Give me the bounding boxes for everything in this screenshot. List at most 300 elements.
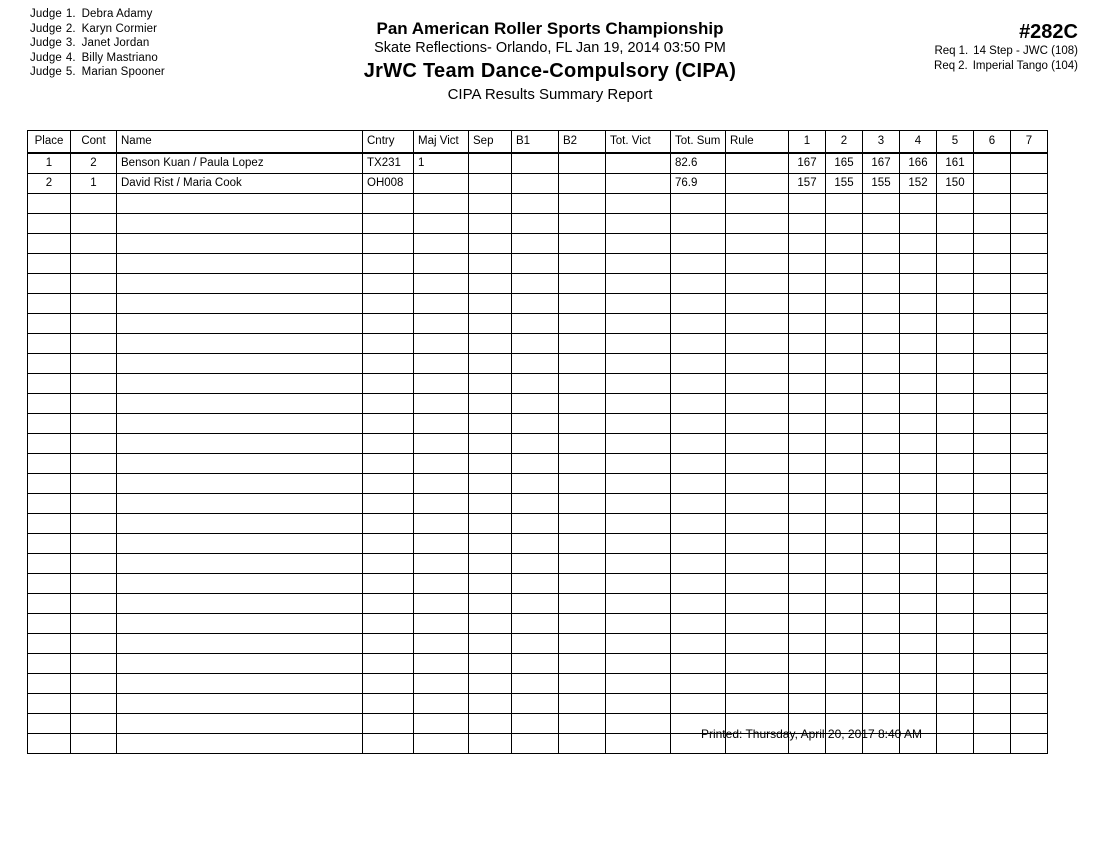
table-row-empty[interactable] (28, 334, 1048, 354)
cell-tots: 82.6 (671, 153, 726, 174)
cell-j2-empty (826, 634, 863, 654)
cell-b1-empty (512, 694, 559, 714)
cell-name-empty (117, 234, 363, 254)
cell-sep-empty (469, 494, 512, 514)
cell-j1-empty (789, 654, 826, 674)
event-meta-panel (934, 20, 1078, 73)
cell-j5: 161 (937, 153, 974, 174)
cell-b1 (512, 174, 559, 194)
column-header-cont: Cont (71, 131, 117, 154)
cell-totv-empty (606, 474, 671, 494)
requirement-number: 1. (958, 45, 969, 57)
cell-j2-empty (826, 574, 863, 594)
cell-j7-empty (1011, 274, 1048, 294)
cell-j4-empty (900, 234, 937, 254)
venue-datetime: Skate Reflections- Orlando, FL Jan 19, 2014 03:50 PM (374, 40, 726, 56)
cell-tots-empty (671, 394, 726, 414)
cell-j2-empty (826, 534, 863, 554)
column-header-sep: Sep (469, 131, 512, 154)
table-row-empty[interactable] (28, 394, 1048, 414)
cell-rule-empty (726, 234, 789, 254)
cell-tots-empty (671, 334, 726, 354)
cell-place-empty (28, 334, 71, 354)
cell-maj-empty (414, 334, 469, 354)
cell-b2-empty (559, 674, 606, 694)
cell-name-empty (117, 294, 363, 314)
table-row[interactable] (28, 174, 1048, 194)
table-row-empty[interactable] (28, 594, 1048, 614)
table-row-empty[interactable] (28, 454, 1048, 474)
cell-j1-empty (789, 374, 826, 394)
cell-cont-empty (71, 294, 117, 314)
cell-place-empty (28, 454, 71, 474)
judge-label: Judge (30, 22, 62, 35)
cell-j3-empty (863, 474, 900, 494)
cell-j7-empty (1011, 234, 1048, 254)
cell-b2-empty (559, 494, 606, 514)
table-row-empty[interactable] (28, 694, 1048, 714)
cell-j5-empty (937, 434, 974, 454)
cell-j3-empty (863, 314, 900, 334)
cell-totv (606, 153, 671, 174)
cell-j2-empty (826, 674, 863, 694)
table-row-empty[interactable] (28, 554, 1048, 574)
cell-j5-empty (937, 554, 974, 574)
cell-place-empty (28, 674, 71, 694)
cell-name-empty (117, 194, 363, 214)
cell-j3-empty (863, 414, 900, 434)
cell-maj (414, 174, 469, 194)
cell-j7-empty (1011, 694, 1048, 714)
cell-j4-empty (900, 314, 937, 334)
cell-cntry-empty (363, 394, 414, 414)
cell-j7-empty (1011, 354, 1048, 374)
cell-j5-empty (937, 254, 974, 274)
cell-cont-empty (71, 434, 117, 454)
cell-b1-empty (512, 554, 559, 574)
cell-cntry: TX231 (363, 153, 414, 174)
cell-rule-empty (726, 614, 789, 634)
cell-j2-empty (826, 594, 863, 614)
column-header-j5: 5 (937, 131, 974, 154)
cell-j2-empty (826, 194, 863, 214)
cell-j7-empty (1011, 534, 1048, 554)
cell-j5: 150 (937, 174, 974, 194)
event-title: JrWC Team Dance-Compulsory (CIPA) (363, 60, 737, 82)
table-row-empty[interactable] (28, 534, 1048, 554)
cell-place-empty (28, 254, 71, 274)
cell-rule-empty (726, 294, 789, 314)
cell-j1-empty (789, 354, 826, 374)
cell-j3-empty (863, 274, 900, 294)
cell-j5-empty (937, 494, 974, 514)
cell-tots-empty (671, 694, 726, 714)
cell-name-empty (117, 254, 363, 274)
cell-sep-empty (469, 654, 512, 674)
cell-j7-empty (1011, 654, 1048, 674)
cell-maj-empty (414, 554, 469, 574)
table-row-empty[interactable] (28, 294, 1048, 314)
cell-b2-empty (559, 354, 606, 374)
cell-j1: 157 (789, 174, 826, 194)
cell-j3-empty (863, 514, 900, 534)
cell-b2 (559, 174, 606, 194)
table-row-empty[interactable] (28, 314, 1048, 334)
cell-cntry-empty (363, 314, 414, 334)
cell-j2-empty (826, 294, 863, 314)
cell-j7-empty (1011, 414, 1048, 434)
cell-j6-empty (974, 454, 1011, 474)
cell-tots-empty (671, 634, 726, 654)
cell-b2-empty (559, 554, 606, 574)
cell-cntry-empty (363, 274, 414, 294)
table-row[interactable] (28, 153, 1048, 174)
cell-tots-empty (671, 574, 726, 594)
cell-j4-empty (900, 574, 937, 594)
cell-j7-empty (1011, 334, 1048, 354)
cell-j2-empty (826, 614, 863, 634)
cell-j4-empty (900, 214, 937, 234)
event-number: #282C (1019, 21, 1078, 43)
cell-j5-empty (937, 374, 974, 394)
cell-totv-empty (606, 414, 671, 434)
cell-sep-empty (469, 194, 512, 214)
cell-j1-empty (789, 234, 826, 254)
cell-j1-empty (789, 414, 826, 434)
cell-sep-empty (469, 274, 512, 294)
cell-place-empty (28, 374, 71, 394)
cell-j1-empty (789, 634, 826, 654)
cell-b2-empty (559, 414, 606, 434)
cell-totv-empty (606, 634, 671, 654)
judge-number: 4. (65, 51, 76, 64)
cell-j2-empty (826, 334, 863, 354)
requirement-text: 14 Step - JWC (108) (973, 45, 1078, 57)
cell-b1-empty (512, 674, 559, 694)
cell-maj-empty (414, 274, 469, 294)
judge-name: Marian Spooner (81, 66, 165, 79)
cell-tots-empty (671, 254, 726, 274)
cell-j2: 165 (826, 153, 863, 174)
cell-tots-empty (671, 414, 726, 434)
cell-maj-empty (414, 514, 469, 534)
cell-j6-empty (974, 354, 1011, 374)
cell-j7-empty (1011, 514, 1048, 534)
cell-j3: 155 (863, 174, 900, 194)
cell-j4-empty (900, 514, 937, 534)
cell-cntry-empty (363, 354, 414, 374)
cell-totv-empty (606, 314, 671, 334)
cell-place-empty (28, 594, 71, 614)
cell-j1-empty (789, 214, 826, 234)
table-row-empty[interactable] (28, 374, 1048, 394)
cell-cntry-empty (363, 554, 414, 574)
cell-cont-empty (71, 374, 117, 394)
cell-j5-empty (937, 674, 974, 694)
table-row-empty[interactable] (28, 354, 1048, 374)
cell-b1-empty (512, 334, 559, 354)
cell-cont-empty (71, 574, 117, 594)
cell-rule-empty (726, 474, 789, 494)
cell-j4-empty (900, 334, 937, 354)
cell-cntry-empty (363, 214, 414, 234)
judge-label: Judge (30, 66, 62, 79)
cell-rule-empty (726, 214, 789, 234)
table-row-empty[interactable] (28, 274, 1048, 294)
cell-j2: 155 (826, 174, 863, 194)
cell-tots-empty (671, 374, 726, 394)
cell-j4-empty (900, 434, 937, 454)
cell-tots-empty (671, 314, 726, 334)
cell-j6-empty (974, 574, 1011, 594)
judge-name: Billy Mastriano (81, 51, 158, 64)
cell-rule-empty (726, 494, 789, 514)
cell-cntry-empty (363, 434, 414, 454)
cell-j5-empty (937, 234, 974, 254)
cell-rule-empty (726, 254, 789, 274)
cell-maj-empty (414, 474, 469, 494)
cell-maj-empty (414, 454, 469, 474)
cell-sep-empty (469, 434, 512, 454)
cell-j7-empty (1011, 454, 1048, 474)
cell-b2-empty (559, 214, 606, 234)
cell-tots-empty (671, 234, 726, 254)
judge-name: Janet Jordan (81, 37, 150, 50)
cell-j3-empty (863, 334, 900, 354)
cell-tots-empty (671, 514, 726, 534)
cell-j2-empty (826, 474, 863, 494)
judge-number: 5. (65, 66, 76, 79)
cell-name-empty (117, 474, 363, 494)
cell-tots-empty (671, 214, 726, 234)
table-row-empty[interactable] (28, 514, 1048, 534)
column-header-place: Place (28, 131, 71, 154)
cell-j6-empty (974, 274, 1011, 294)
judge-label: Judge (30, 37, 62, 50)
cell-j4-empty (900, 194, 937, 214)
cell-sep-empty (469, 674, 512, 694)
cell-cont-empty (71, 694, 117, 714)
cell-maj-empty (414, 394, 469, 414)
cell-j6-empty (974, 654, 1011, 674)
cell-sep-empty (469, 574, 512, 594)
cell-cont-empty (71, 534, 117, 554)
cell-j4-empty (900, 454, 937, 474)
cell-cntry-empty (363, 254, 414, 274)
cell-sep-empty (469, 614, 512, 634)
cell-j1-empty (789, 514, 826, 534)
cell-b2-empty (559, 294, 606, 314)
cell-b2-empty (559, 254, 606, 274)
cell-b2-empty (559, 654, 606, 674)
cell-name-empty (117, 534, 363, 554)
cell-sep-empty (469, 354, 512, 374)
cell-sep-empty (469, 554, 512, 574)
cell-name-empty (117, 434, 363, 454)
cell-name-empty (117, 354, 363, 374)
cell-rule-empty (726, 414, 789, 434)
cell-sep-empty (469, 454, 512, 474)
cell-b1-empty (512, 574, 559, 594)
cell-j4-empty (900, 414, 937, 434)
cell-cont-empty (71, 554, 117, 574)
table-row-empty[interactable] (28, 214, 1048, 234)
cell-j1-empty (789, 314, 826, 334)
cell-j2-empty (826, 314, 863, 334)
cell-tots-empty (671, 434, 726, 454)
cell-tots-empty (671, 274, 726, 294)
judge-line (30, 7, 330, 22)
cell-cntry-empty (363, 574, 414, 594)
cell-b1-empty (512, 234, 559, 254)
cell-j6-empty (974, 254, 1011, 274)
cell-maj-empty (414, 434, 469, 454)
cell-sep-empty (469, 534, 512, 554)
cell-cont-empty (71, 274, 117, 294)
cell-j5-empty (937, 294, 974, 314)
cell-totv-empty (606, 214, 671, 234)
cell-tots-empty (671, 474, 726, 494)
cell-maj-empty (414, 614, 469, 634)
cell-j4-empty (900, 294, 937, 314)
table-row-empty[interactable] (28, 494, 1048, 514)
cell-totv-empty (606, 614, 671, 634)
cell-b1-empty (512, 454, 559, 474)
cell-name-empty (117, 574, 363, 594)
cell-j6-empty (974, 594, 1011, 614)
table-row-empty[interactable] (28, 674, 1048, 694)
cell-j5-empty (937, 654, 974, 674)
cell-j7-empty (1011, 594, 1048, 614)
cell-b1-empty (512, 394, 559, 414)
cell-j7 (1011, 153, 1048, 174)
cell-cont-empty (71, 494, 117, 514)
table-row-empty[interactable] (28, 654, 1048, 674)
cell-j4-empty (900, 374, 937, 394)
cell-j6-empty (974, 234, 1011, 254)
cell-b2-empty (559, 434, 606, 454)
cell-j6 (974, 153, 1011, 174)
cell-rule-empty (726, 554, 789, 574)
cell-j6 (974, 174, 1011, 194)
table-row-empty[interactable] (28, 234, 1048, 254)
cell-j5-empty (937, 214, 974, 234)
cell-j1-empty (789, 694, 826, 714)
cell-totv-empty (606, 454, 671, 474)
cell-j2-empty (826, 434, 863, 454)
table-row-empty[interactable] (28, 254, 1048, 274)
cell-tots-empty (671, 294, 726, 314)
cell-j6-empty (974, 394, 1011, 414)
cell-maj-empty (414, 234, 469, 254)
table-row-empty[interactable] (28, 634, 1048, 654)
cell-j2-empty (826, 654, 863, 674)
cell-tots-empty (671, 654, 726, 674)
cell-b2-empty (559, 194, 606, 214)
cell-b1-empty (512, 294, 559, 314)
cell-j6-empty (974, 434, 1011, 454)
cell-tots-empty (671, 454, 726, 474)
column-header-j2: 2 (826, 131, 863, 154)
cell-maj-empty (414, 254, 469, 274)
column-header-b2: B2 (559, 131, 606, 154)
table-row-empty[interactable] (28, 434, 1048, 454)
cell-place-empty (28, 294, 71, 314)
cell-j7-empty (1011, 254, 1048, 274)
results-table-head (28, 131, 1048, 154)
table-row-empty[interactable] (28, 194, 1048, 214)
cell-b1-empty (512, 374, 559, 394)
cell-b2-empty (559, 374, 606, 394)
cell-j5-empty (937, 274, 974, 294)
cell-rule-empty (726, 654, 789, 674)
cell-j5-empty (937, 474, 974, 494)
cell-totv (606, 174, 671, 194)
cell-totv-empty (606, 374, 671, 394)
cell-b2-empty (559, 394, 606, 414)
cell-cntry-empty (363, 194, 414, 214)
cell-j2-empty (826, 514, 863, 534)
cell-place-empty (28, 534, 71, 554)
cell-cont-empty (71, 334, 117, 354)
cell-totv-empty (606, 554, 671, 574)
cell-j7-empty (1011, 394, 1048, 414)
cell-name-empty (117, 634, 363, 654)
cell-j5-empty (937, 614, 974, 634)
cell-cont-empty (71, 234, 117, 254)
cell-j7-empty (1011, 614, 1048, 634)
cell-j1-empty (789, 454, 826, 474)
cell-j7-empty (1011, 674, 1048, 694)
cell-tots-empty (671, 614, 726, 634)
cell-j4-empty (900, 614, 937, 634)
cell-j4-empty (900, 394, 937, 414)
cell-j6-empty (974, 494, 1011, 514)
column-header-j6: 6 (974, 131, 1011, 154)
cell-sep-empty (469, 394, 512, 414)
cell-j2-empty (826, 374, 863, 394)
cell-b1-empty (512, 254, 559, 274)
table-row-empty[interactable] (28, 474, 1048, 494)
cell-j7-empty (1011, 494, 1048, 514)
cell-totv-empty (606, 274, 671, 294)
table-row-empty[interactable] (28, 614, 1048, 634)
table-row-empty[interactable] (28, 414, 1048, 434)
column-header-j4: 4 (900, 131, 937, 154)
cell-j3: 167 (863, 153, 900, 174)
cell-b2-empty (559, 534, 606, 554)
cell-j2-empty (826, 274, 863, 294)
cell-cont-empty (71, 614, 117, 634)
cell-rule (726, 153, 789, 174)
cell-rule-empty (726, 194, 789, 214)
table-row-empty[interactable] (28, 574, 1048, 594)
cell-b1-empty (512, 474, 559, 494)
cell-totv-empty (606, 694, 671, 714)
cell-j7-empty (1011, 214, 1048, 234)
cell-j7-empty (1011, 374, 1048, 394)
cell-b2-empty (559, 594, 606, 614)
cell-j6-empty (974, 674, 1011, 694)
cell-b1-empty (512, 614, 559, 634)
judge-number: 2. (65, 22, 76, 35)
cell-place-empty (28, 274, 71, 294)
cell-j5-empty (937, 634, 974, 654)
cell-sep-empty (469, 414, 512, 434)
cell-cntry-empty (363, 474, 414, 494)
cell-sep-empty (469, 514, 512, 534)
cell-maj-empty (414, 294, 469, 314)
